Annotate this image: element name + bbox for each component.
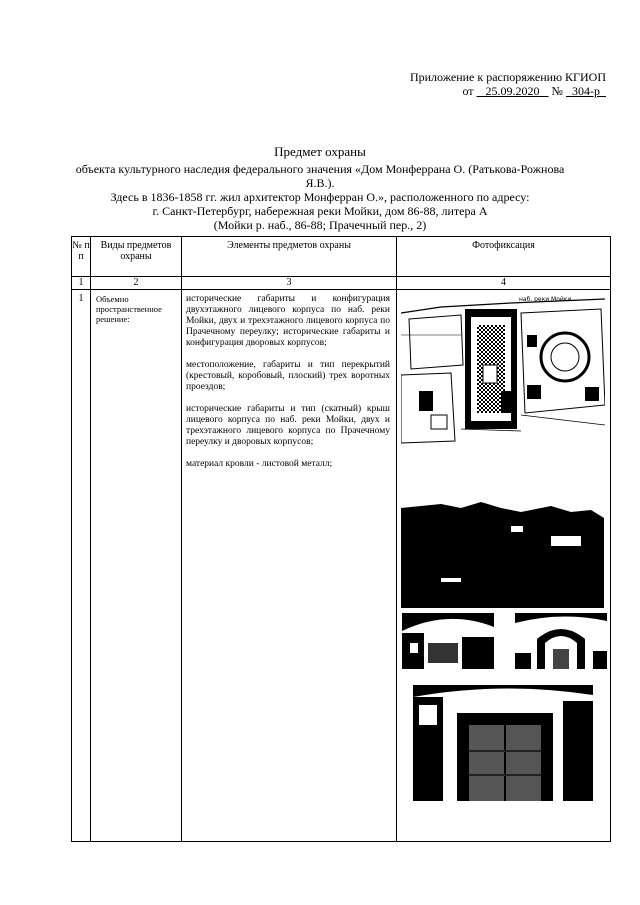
title-line-1: объекта культурного наследия федерального значения «Дом Монферрана О. (Ратькова-Рожнова Я.В.). xyxy=(75,162,565,190)
table-header-row xyxy=(72,237,611,277)
col-number: 3 xyxy=(182,277,397,290)
gate-passage-photo xyxy=(515,613,607,669)
column-number-row xyxy=(72,277,611,290)
header-photos: Фотофиксация xyxy=(397,237,611,277)
document-title xyxy=(60,145,580,232)
header-elements: Элементы предметов охраны xyxy=(182,237,397,277)
header-num: № п п xyxy=(72,237,91,277)
title-line-3: г. Санкт-Петербург, набережная реки Мойки, дом 86-88, литера А xyxy=(152,204,488,218)
col-number: 4 xyxy=(397,277,611,290)
row-number: 1 xyxy=(72,290,91,842)
title-line-4: (Мойки р. наб., 86-88; Прачечный пер., 2) xyxy=(213,218,427,232)
appendix-note xyxy=(410,70,606,98)
appendix-date-line xyxy=(410,84,606,98)
col-number: 1 xyxy=(72,277,91,290)
order-number: 304-р xyxy=(572,84,600,98)
from-label: от xyxy=(462,84,474,98)
col-number: 2 xyxy=(91,277,182,290)
photo-fixation xyxy=(397,290,611,842)
element-item: местоположение, габариты и тип перекрытий (крестовый, коробовый, плоский) трех воротных проездов; xyxy=(186,360,390,392)
number-label: № xyxy=(551,84,563,98)
protection-type: Объемно пространственное решение: xyxy=(91,290,182,842)
gate-passage-photo xyxy=(402,613,494,669)
header-type: Виды предметов охраны xyxy=(91,237,182,277)
title-heading: Предмет охраны xyxy=(274,144,366,159)
title-line-2: Здесь в 1836-1858 гг. жил архитектор Монферран О.», расположенного по адресу: xyxy=(110,190,530,204)
element-item: исторические габариты и конфигурация двухэтажного лицевого корпуса по наб. реки Мойки, двух и трехэтажного лицевого корпуса по Прачечному переулку; исторические габариты и конфигурация дворовых корпусов; xyxy=(186,294,390,348)
table-row xyxy=(72,290,611,842)
protection-elements xyxy=(182,290,397,842)
element-item: исторические габариты и тип (скатный) крыш лицевого корпуса по наб. реки Мойки, двух и трехэтажного лицевого корпуса по Прачечному переулку и дворовых корпусов; xyxy=(186,404,390,447)
facade-photo xyxy=(401,478,604,608)
protection-table xyxy=(71,236,611,842)
element-item: материал кровли - листовой металл; xyxy=(186,459,333,469)
gate-photo xyxy=(413,685,593,801)
map-label: наб. реки Мойки xyxy=(519,296,572,303)
appendix-line: Приложение к распоряжению КГИОП xyxy=(409,70,606,84)
order-date: 25.09.2020 xyxy=(485,84,540,98)
site-plan-map xyxy=(401,295,605,445)
